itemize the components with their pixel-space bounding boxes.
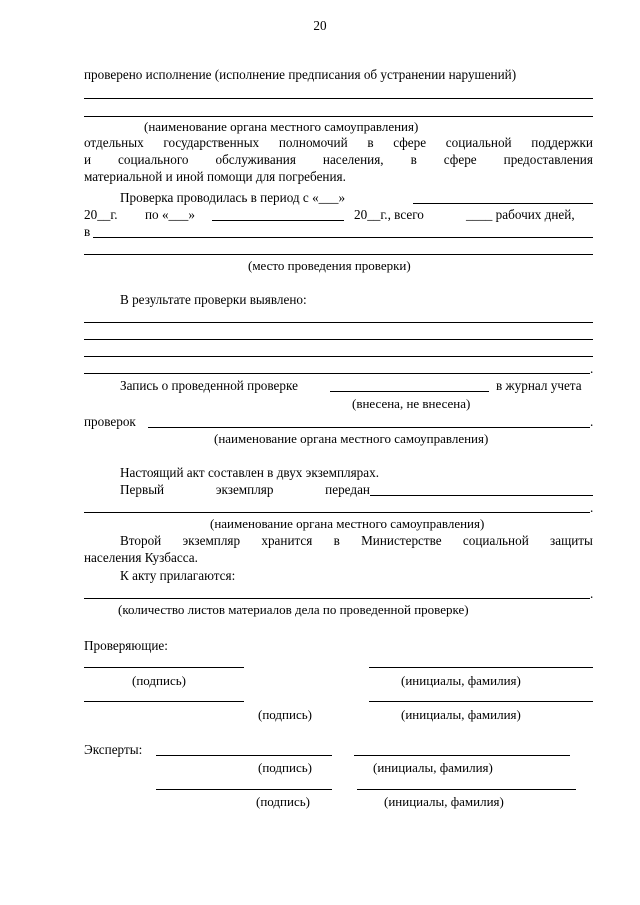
blank-line (84, 116, 593, 117)
word: Первый (120, 482, 165, 497)
initials-caption: (инициалы, фамилия) (401, 673, 521, 688)
page-number: 20 (313, 18, 327, 33)
blank-line (84, 254, 593, 255)
word: предоставления (503, 152, 593, 167)
journal-text: Запись о проведенной проверке (120, 378, 298, 393)
word: передан (325, 482, 370, 497)
result-label: В результате проверки выявлено: (120, 292, 307, 307)
second-copy-line-2: населения Кузбасса. (84, 550, 198, 565)
powers-line-2 (84, 152, 593, 167)
word: государственных (163, 135, 260, 150)
period-to: по «___» (145, 207, 195, 222)
signature-line (156, 755, 332, 756)
blank-line (84, 339, 593, 340)
blank-line (148, 427, 590, 428)
initials-line (354, 755, 570, 756)
initials-line (369, 701, 593, 702)
inspectors-label: Проверяющие: (84, 638, 168, 653)
signature-line (84, 667, 244, 668)
powers-line-1 (84, 135, 593, 150)
caption-org-name: (наименование органа местного самоуправления) (210, 516, 485, 531)
blank-line (330, 391, 489, 392)
word: полномочий (278, 135, 348, 150)
word: населения, (322, 152, 384, 167)
first-copy-line (120, 482, 370, 497)
word: социального (118, 152, 189, 167)
blank-line (212, 220, 344, 221)
blank-line (413, 203, 593, 204)
word: социальной (462, 533, 529, 548)
signature-caption: (подпись) (258, 760, 312, 775)
initials-line (357, 789, 576, 790)
word: обслуживания (215, 152, 296, 167)
copies-text: Настоящий акт составлен в двух экземплярах. (120, 465, 380, 480)
initials-caption: (инициалы, фамилия) (384, 794, 504, 809)
period-year-end: 20__г., всего (354, 207, 424, 222)
journal-text-end: в журнал учета (496, 378, 582, 393)
dot: . (590, 500, 594, 515)
word: и (84, 152, 92, 167)
attached-label: К акту прилагаются: (120, 568, 236, 583)
dot: . (590, 414, 594, 429)
dot: . (590, 586, 594, 601)
word: в (410, 152, 417, 167)
caption-org-name: (наименование органа местного самоуправления) (144, 119, 419, 134)
initials-caption: (инициалы, фамилия) (373, 760, 493, 775)
period-in: в (84, 224, 91, 239)
dot: . (590, 361, 594, 376)
caption-sheets: (количество листов материалов дела по проведенной проверке) (118, 602, 469, 617)
signature-caption: (подпись) (256, 794, 310, 809)
initials-line (369, 667, 593, 668)
blank-line (84, 373, 590, 374)
caption-place: (место проведения проверки) (248, 258, 411, 273)
signature-line (84, 701, 244, 702)
word: в (333, 533, 340, 548)
blank-line (370, 495, 593, 496)
word: поддержки (531, 135, 593, 150)
word: сфере (393, 135, 427, 150)
period-working-days: ____ рабочих дней, (466, 207, 575, 222)
powers-line-3: материальной и иной помощи для погребения. (84, 169, 346, 184)
blank-line (84, 356, 593, 357)
blank-line (84, 598, 590, 599)
word: экземпляр (182, 533, 241, 548)
period-text: Проверка проводилась в период с «___» (120, 190, 346, 205)
blank-line (84, 98, 593, 99)
signature-caption: (подпись) (258, 707, 312, 722)
checked-execution-label: проверено исполнение (исполнение предписания об устранении нарушений) (84, 67, 517, 82)
signature-line (156, 789, 332, 790)
period-year-start: 20__г. (84, 207, 118, 222)
word: социальной (445, 135, 512, 150)
word: в (367, 135, 374, 150)
caption-entered: (внесена, не внесена) (352, 396, 471, 411)
word: сфере (443, 152, 477, 167)
experts-label: Эксперты: (84, 742, 143, 757)
word: хранится (261, 533, 313, 548)
caption-org-name: (наименование органа местного самоуправления) (214, 431, 489, 446)
word: Министерстве (361, 533, 442, 548)
word: отдельных (84, 135, 144, 150)
initials-caption: (инициалы, фамилия) (401, 707, 521, 722)
word: защиты (550, 533, 593, 548)
word: Второй (120, 533, 162, 548)
journal-label: проверок (84, 414, 136, 429)
blank-line (84, 322, 593, 323)
signature-caption: (подпись) (132, 673, 186, 688)
blank-line (84, 512, 590, 513)
blank-line (93, 237, 593, 238)
second-copy-line (120, 533, 593, 548)
word: экземпляр (215, 482, 274, 497)
